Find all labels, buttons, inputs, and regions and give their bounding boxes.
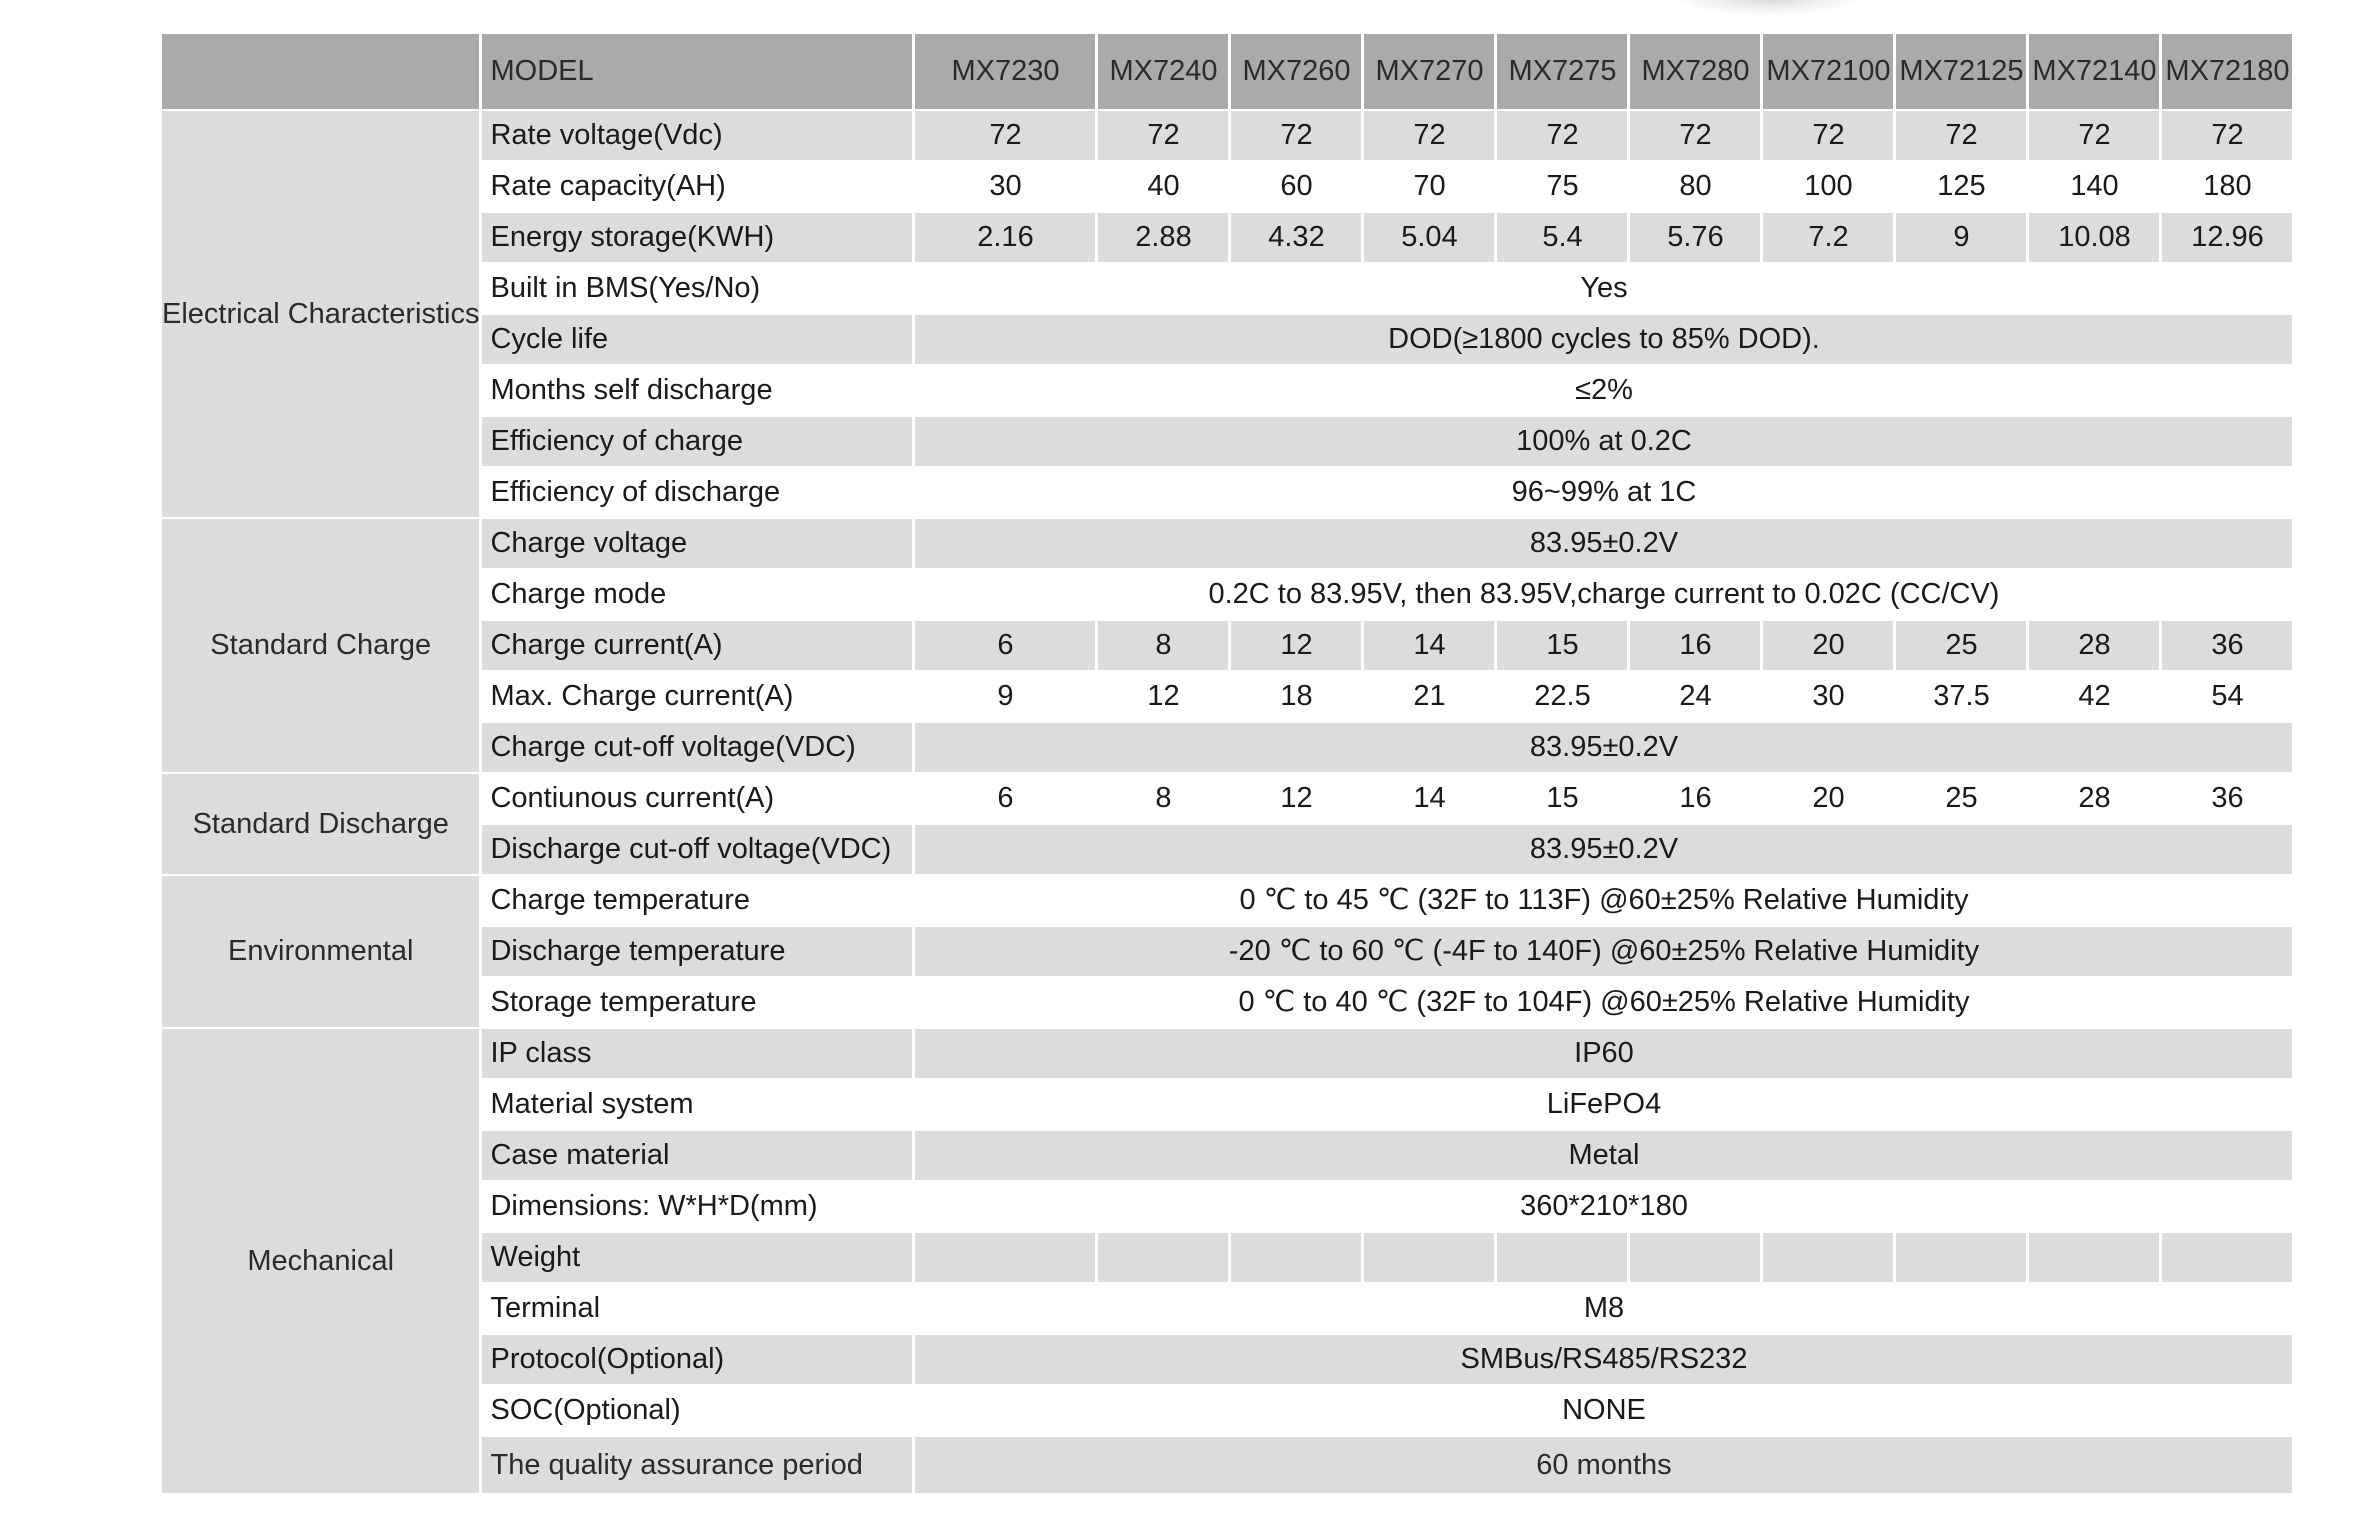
header-row [162, 34, 2292, 109]
value-cell: 36 [2162, 774, 2292, 823]
header-corner [162, 34, 479, 109]
value-cell: 60 months [915, 1437, 2292, 1493]
value-cell: 180 [2162, 162, 2292, 211]
value-cell: ≤2% [915, 366, 2292, 415]
value-cell: 140 [2029, 162, 2159, 211]
spec-table [159, 32, 2295, 1495]
param-label: Weight [482, 1233, 912, 1282]
table-row [162, 1437, 2292, 1493]
value-cell [2162, 1233, 2292, 1282]
model-name: MX72100 [1763, 34, 1893, 109]
param-label: Built in BMS(Yes/No) [482, 264, 912, 313]
value-cell: 42 [2029, 672, 2159, 721]
model-name: MX7260 [1231, 34, 1361, 109]
table-row [162, 672, 2292, 721]
table-row [162, 723, 2292, 772]
table-row [162, 1029, 2292, 1078]
table-row [162, 927, 2292, 976]
table-row [162, 978, 2292, 1027]
value-cell: 25 [1896, 621, 2026, 670]
value-cell: 5.04 [1364, 213, 1494, 262]
model-name: MX72180 [2162, 34, 2292, 109]
table-row [162, 1182, 2292, 1231]
value-cell: 9 [915, 672, 1095, 721]
param-label: Contiunous current(A) [482, 774, 912, 823]
table-row [162, 111, 2292, 160]
table-row [162, 1284, 2292, 1333]
value-cell: 2.16 [915, 213, 1095, 262]
value-cell: 72 [2029, 111, 2159, 160]
param-label: Efficiency of discharge [482, 468, 912, 517]
value-cell: 20 [1763, 774, 1893, 823]
value-cell: 4.32 [1231, 213, 1361, 262]
value-cell: 72 [1630, 111, 1760, 160]
value-cell: Yes [915, 264, 2292, 313]
value-cell: 100% at 0.2C [915, 417, 2292, 466]
param-label: Energy storage(KWH) [482, 213, 912, 262]
param-label: The quality assurance period [482, 1437, 912, 1493]
value-cell: 72 [1231, 111, 1361, 160]
value-cell: 24 [1630, 672, 1760, 721]
value-cell [1896, 1233, 2026, 1282]
table-row [162, 1335, 2292, 1384]
value-cell: 83.95±0.2V [915, 519, 2292, 568]
value-cell: 12 [1098, 672, 1228, 721]
value-cell: 21 [1364, 672, 1494, 721]
value-cell: 8 [1098, 621, 1228, 670]
param-label: Charge mode [482, 570, 912, 619]
value-cell: 0 ℃ to 40 ℃ (32F to 104F) @60±25% Relative Humidity [915, 978, 2292, 1027]
value-cell: 72 [2162, 111, 2292, 160]
value-cell: DOD(≥1800 cycles to 85% DOD). [915, 315, 2292, 364]
value-cell: 70 [1364, 162, 1494, 211]
value-cell: 5.4 [1497, 213, 1627, 262]
value-cell: 18 [1231, 672, 1361, 721]
param-label: Cycle life [482, 315, 912, 364]
value-cell: 40 [1098, 162, 1228, 211]
value-cell: 0.2C to 83.95V, then 83.95V,charge current to 0.02C (CC/CV) [915, 570, 2292, 619]
table-row [162, 315, 2292, 364]
model-name: MX7280 [1630, 34, 1760, 109]
value-cell: 9 [1896, 213, 2026, 262]
param-label: Charge cut-off voltage(VDC) [482, 723, 912, 772]
model-name: MX72140 [2029, 34, 2159, 109]
param-label: SOC(Optional) [482, 1386, 912, 1435]
value-cell: 2.88 [1098, 213, 1228, 262]
category-standard-charge: Standard Charge [162, 519, 479, 772]
table-row [162, 1386, 2292, 1435]
value-cell [915, 1233, 1095, 1282]
top-decoration [1680, 0, 1860, 14]
table-row [162, 213, 2292, 262]
param-label: Material system [482, 1080, 912, 1129]
param-label: Months self discharge [482, 366, 912, 415]
value-cell: 15 [1497, 621, 1627, 670]
value-cell: SMBus/RS485/RS232 [915, 1335, 2292, 1384]
value-cell [1364, 1233, 1494, 1282]
value-cell: 12.96 [2162, 213, 2292, 262]
value-cell: 5.76 [1630, 213, 1760, 262]
value-cell: 60 [1231, 162, 1361, 211]
value-cell: 96~99% at 1C [915, 468, 2292, 517]
value-cell: 22.5 [1497, 672, 1627, 721]
value-cell: 72 [1098, 111, 1228, 160]
table-row [162, 417, 2292, 466]
value-cell: 75 [1497, 162, 1627, 211]
param-label: Discharge cut-off voltage(VDC) [482, 825, 912, 874]
value-cell [1630, 1233, 1760, 1282]
param-label: Rate voltage(Vdc) [482, 111, 912, 160]
param-label: Rate capacity(AH) [482, 162, 912, 211]
value-cell: 14 [1364, 774, 1494, 823]
value-cell: 14 [1364, 621, 1494, 670]
value-cell: 80 [1630, 162, 1760, 211]
value-cell: 28 [2029, 774, 2159, 823]
value-cell [1497, 1233, 1627, 1282]
value-cell: 83.95±0.2V [915, 723, 2292, 772]
model-name: MX72125 [1896, 34, 2026, 109]
table-row [162, 1233, 2292, 1282]
value-cell: 36 [2162, 621, 2292, 670]
value-cell: 30 [915, 162, 1095, 211]
value-cell: 72 [1763, 111, 1893, 160]
value-cell: 12 [1231, 621, 1361, 670]
value-cell: 28 [2029, 621, 2159, 670]
value-cell: 125 [1896, 162, 2026, 211]
value-cell: 6 [915, 621, 1095, 670]
model-name: MX7270 [1364, 34, 1494, 109]
param-label: Storage temperature [482, 978, 912, 1027]
value-cell: 7.2 [1763, 213, 1893, 262]
table-row [162, 876, 2292, 925]
param-label: Discharge temperature [482, 927, 912, 976]
value-cell: 72 [1896, 111, 2026, 160]
value-cell: 83.95±0.2V [915, 825, 2292, 874]
value-cell: 15 [1497, 774, 1627, 823]
value-cell: IP60 [915, 1029, 2292, 1078]
model-name: MX7240 [1098, 34, 1228, 109]
value-cell: 12 [1231, 774, 1361, 823]
value-cell: 100 [1763, 162, 1893, 211]
model-label: MODEL [482, 34, 912, 109]
value-cell: 10.08 [2029, 213, 2159, 262]
param-label: Case material [482, 1131, 912, 1180]
value-cell: 20 [1763, 621, 1893, 670]
value-cell: 16 [1630, 774, 1760, 823]
param-label: Charge current(A) [482, 621, 912, 670]
model-name: MX7230 [915, 34, 1095, 109]
value-cell: 72 [1364, 111, 1494, 160]
value-cell: 30 [1763, 672, 1893, 721]
value-cell: 8 [1098, 774, 1228, 823]
table-row [162, 1131, 2292, 1180]
value-cell: 25 [1896, 774, 2026, 823]
table-row [162, 162, 2292, 211]
table-row [162, 264, 2292, 313]
model-name: MX7275 [1497, 34, 1627, 109]
value-cell: 72 [915, 111, 1095, 160]
value-cell: M8 [915, 1284, 2292, 1333]
value-cell: Metal [915, 1131, 2292, 1180]
value-cell: 360*210*180 [915, 1182, 2292, 1231]
value-cell: 16 [1630, 621, 1760, 670]
value-cell [2029, 1233, 2159, 1282]
param-label: Dimensions: W*H*D(mm) [482, 1182, 912, 1231]
table-row [162, 1080, 2292, 1129]
value-cell [1231, 1233, 1361, 1282]
table-row [162, 774, 2292, 823]
value-cell: 54 [2162, 672, 2292, 721]
table-row [162, 468, 2292, 517]
value-cell: NONE [915, 1386, 2292, 1435]
value-cell: 72 [1497, 111, 1627, 160]
category-environmental: Environmental [162, 876, 479, 1027]
param-label: Charge temperature [482, 876, 912, 925]
value-cell [1098, 1233, 1228, 1282]
category-mechanical: Mechanical [162, 1029, 479, 1493]
table-row [162, 621, 2292, 670]
table-row [162, 366, 2292, 415]
param-label: Protocol(Optional) [482, 1335, 912, 1384]
value-cell: 37.5 [1896, 672, 2026, 721]
param-label: Efficiency of charge [482, 417, 912, 466]
value-cell: 0 ℃ to 45 ℃ (32F to 113F) @60±25% Relative Humidity [915, 876, 2292, 925]
param-label: Charge voltage [482, 519, 912, 568]
table-row [162, 825, 2292, 874]
param-label: Terminal [482, 1284, 912, 1333]
param-label: IP class [482, 1029, 912, 1078]
table-row [162, 519, 2292, 568]
table-row [162, 570, 2292, 619]
category-standard-discharge: Standard Discharge [162, 774, 479, 874]
param-label: Max. Charge current(A) [482, 672, 912, 721]
value-cell [1763, 1233, 1893, 1282]
category-electrical: Electrical Characteristics [162, 111, 479, 517]
value-cell: -20 ℃ to 60 ℃ (-4F to 140F) @60±25% Relative Humidity [915, 927, 2292, 976]
value-cell: LiFePO4 [915, 1080, 2292, 1129]
value-cell: 6 [915, 774, 1095, 823]
